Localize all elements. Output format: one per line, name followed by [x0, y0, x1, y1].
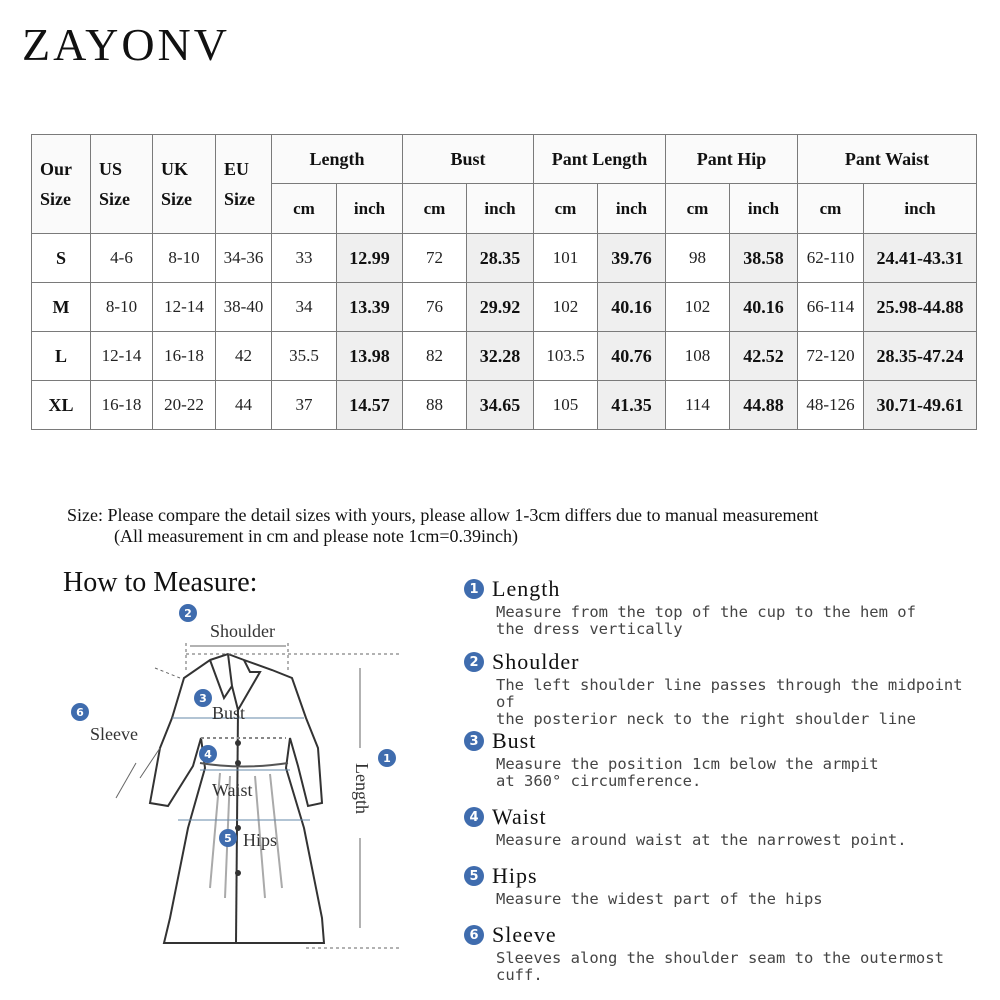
cell-uk: 12-14 [153, 283, 216, 332]
cell-uk: 8-10 [153, 234, 216, 283]
svg-text:5: 5 [224, 832, 232, 845]
cell-length-in: 14.57 [337, 381, 403, 430]
number-badge-icon: 4 [464, 807, 484, 827]
measure-item-description: Measure the position 1cm below the armpit at 360° circumference. [496, 755, 879, 790]
diagram-label-shoulder: Shoulder [210, 621, 275, 641]
number-badge-icon: 1 [464, 579, 484, 599]
measure-item-description: Measure the widest part of the hips [496, 890, 823, 908]
measure-item-description: Measure from the top of the cup to the hem of the dress vertically [496, 603, 916, 638]
measure-item-description: Sleeves along the shoulder seam to the outermost cuff. [496, 949, 944, 984]
cell-pwaist-in: 24.41-43.31 [864, 234, 977, 283]
note-line-1: Size: Please compare the detail sizes with yours, please allow 1-3cm differs due to manual measurement [67, 505, 819, 525]
subheader-inch: inch [337, 184, 403, 234]
cell-plen-in: 40.16 [598, 283, 666, 332]
cell-bust-cm: 88 [403, 381, 467, 430]
cell-uk: 16-18 [153, 332, 216, 381]
measure-item-title: Hips [492, 863, 538, 888]
measure-item [464, 728, 879, 790]
cell-pwaist-cm: 62-110 [798, 234, 864, 283]
svg-text:1: 1 [383, 752, 391, 765]
measure-item [464, 863, 823, 908]
cell-eu: 42 [216, 332, 272, 381]
measure-item-header [464, 728, 879, 754]
cell-phip-cm: 108 [666, 332, 730, 381]
cell-length-in: 13.98 [337, 332, 403, 381]
header-pant-waist: Pant Waist [798, 135, 977, 184]
cell-plen-in: 41.35 [598, 381, 666, 430]
header-bust: Bust [403, 135, 534, 184]
measure-item [464, 922, 984, 984]
size-chart-table [31, 134, 977, 430]
subheader-inch: inch [598, 184, 666, 234]
subheader-cm: cm [666, 184, 730, 234]
cell-bust-in: 28.35 [467, 234, 534, 283]
number-badge-icon: 2 [464, 652, 484, 672]
measure-item [464, 649, 984, 728]
measure-item [464, 576, 916, 638]
diagram-label-bust: Bust [212, 703, 246, 723]
cell-pwaist-in: 28.35-47.24 [864, 332, 977, 381]
note-line-2: (All measurement in cm and please note 1cm=0.39inch) [114, 526, 519, 546]
cell-length-cm: 34 [272, 283, 337, 332]
measure-item-title: Sleeve [492, 922, 557, 947]
svg-text:6: 6 [76, 706, 84, 719]
measure-item-header [464, 922, 984, 948]
cell-phip-in: 44.88 [730, 381, 798, 430]
measure-item-description: The left shoulder line passes through the midpoint of the posterior neck to the right shoulder line [496, 676, 963, 728]
header-our-size: Our Size [32, 135, 91, 234]
cell-eu: 38-40 [216, 283, 272, 332]
measure-item-header [464, 804, 907, 830]
cell-phip-cm: 98 [666, 234, 730, 283]
measure-item-title: Bust [492, 728, 537, 753]
cell-pwaist-in: 25.98-44.88 [864, 283, 977, 332]
cell-length-cm: 35.5 [272, 332, 337, 381]
cell-size: S [32, 234, 91, 283]
cell-phip-in: 38.58 [730, 234, 798, 283]
number-badge-icon: 6 [464, 925, 484, 945]
table-row [32, 283, 977, 332]
cell-us: 4-6 [91, 234, 153, 283]
cell-phip-cm: 102 [666, 283, 730, 332]
table-header-row [32, 135, 977, 184]
diagram-label-length: Length [352, 763, 372, 814]
subheader-cm: cm [798, 184, 864, 234]
cell-bust-in: 34.65 [467, 381, 534, 430]
table-row [32, 234, 977, 283]
cell-pwaist-in: 30.71-49.61 [864, 381, 977, 430]
number-badge-icon: 3 [464, 731, 484, 751]
measure-item-title: Length [492, 576, 561, 601]
cell-bust-in: 29.92 [467, 283, 534, 332]
cell-plen-cm: 103.5 [534, 332, 598, 381]
diagram-label-waist: Waist [212, 780, 253, 800]
header-us-size: US Size [91, 135, 153, 234]
header-eu-size: EU Size [216, 135, 272, 234]
cell-eu: 44 [216, 381, 272, 430]
dress-measurement-diagram [60, 598, 430, 958]
cell-length-cm: 33 [272, 234, 337, 283]
diagram-label-hips: Hips [243, 830, 278, 850]
cell-plen-cm: 101 [534, 234, 598, 283]
subheader-cm: cm [403, 184, 467, 234]
cell-length-in: 12.99 [337, 234, 403, 283]
cell-plen-in: 40.76 [598, 332, 666, 381]
cell-length-in: 13.39 [337, 283, 403, 332]
cell-pwaist-cm: 48-126 [798, 381, 864, 430]
measure-item-header [464, 863, 823, 889]
header-length: Length [272, 135, 403, 184]
cell-plen-cm: 102 [534, 283, 598, 332]
cell-size: M [32, 283, 91, 332]
cell-pwaist-cm: 66-114 [798, 283, 864, 332]
cell-bust-cm: 82 [403, 332, 467, 381]
table-row [32, 332, 977, 381]
subheader-inch: inch [467, 184, 534, 234]
cell-uk: 20-22 [153, 381, 216, 430]
cell-bust-cm: 76 [403, 283, 467, 332]
number-badge-icon: 5 [464, 866, 484, 886]
measure-item-description: Measure around waist at the narrowest point. [496, 831, 907, 849]
diagram-label-sleeve: Sleeve [90, 724, 138, 744]
subheader-cm: cm [272, 184, 337, 234]
measure-item-title: Waist [492, 804, 547, 829]
svg-text:2: 2 [184, 607, 192, 620]
cell-us: 12-14 [91, 332, 153, 381]
cell-eu: 34-36 [216, 234, 272, 283]
header-uk-size: UK Size [153, 135, 216, 234]
subheader-inch: inch [730, 184, 798, 234]
cell-phip-in: 42.52 [730, 332, 798, 381]
how-to-measure-title: How to Measure: [63, 567, 258, 598]
table-row [32, 381, 977, 430]
measure-item-header [464, 576, 916, 602]
cell-size: L [32, 332, 91, 381]
subheader-cm: cm [534, 184, 598, 234]
measure-item-title: Shoulder [492, 649, 580, 674]
cell-bust-cm: 72 [403, 234, 467, 283]
size-note [67, 505, 818, 547]
cell-bust-in: 32.28 [467, 332, 534, 381]
measure-item [464, 804, 907, 849]
svg-text:3: 3 [199, 692, 207, 705]
brand-logo: ZAYONV [22, 19, 230, 70]
header-pant-length: Pant Length [534, 135, 666, 184]
measure-item-header [464, 649, 984, 675]
header-pant-hip: Pant Hip [666, 135, 798, 184]
subheader-inch: inch [864, 184, 977, 234]
cell-plen-cm: 105 [534, 381, 598, 430]
cell-phip-cm: 114 [666, 381, 730, 430]
cell-pwaist-cm: 72-120 [798, 332, 864, 381]
cell-phip-in: 40.16 [730, 283, 798, 332]
cell-us: 8-10 [91, 283, 153, 332]
cell-us: 16-18 [91, 381, 153, 430]
cell-plen-in: 39.76 [598, 234, 666, 283]
cell-size: XL [32, 381, 91, 430]
svg-text:4: 4 [204, 748, 212, 761]
cell-length-cm: 37 [272, 381, 337, 430]
